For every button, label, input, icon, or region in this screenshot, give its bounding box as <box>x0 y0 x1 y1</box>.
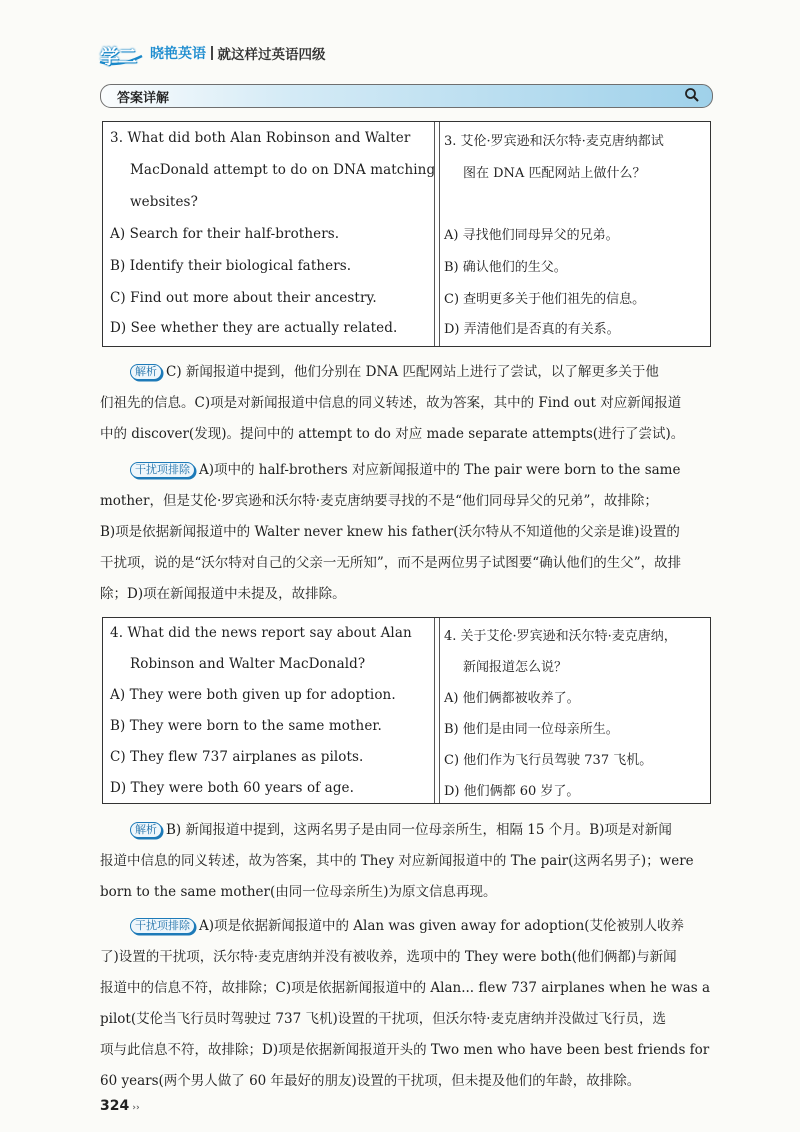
page-number <box>100 1098 140 1114</box>
q3-option-d: D) See whether they are actually related. <box>110 320 398 336</box>
distractor-line: A)项中的 half-brothers 对应新闻报道中的 The pair were born to the same <box>199 462 681 478</box>
q4-zh-option-a: A) 他们俩都被收养了。 <box>444 691 580 706</box>
page-number-value: 324 <box>100 1098 130 1114</box>
analysis-tag: 解析 <box>130 364 162 380</box>
q3-en-line: websites? <box>130 194 198 210</box>
q4-zh-line: 4. 关于艾伦·罗宾逊和沃尔特·麦克唐纳， <box>444 629 677 644</box>
q4-option-b: B) They were born to the same mother. <box>110 718 382 734</box>
book-title: 就这样过英语四级 <box>217 47 326 63</box>
logo <box>98 38 144 68</box>
book-header <box>98 36 326 70</box>
q4-option-c: C) They flew 737 airplanes as pilots. <box>110 749 364 765</box>
q4-en-line: Robinson and Walter MacDonald? <box>130 656 366 672</box>
distractor-line: 项与此信息不符，故排除；D)项是依据新闻报道开头的 Two men who have been best friends for <box>100 1042 710 1058</box>
q4-zh-option-b: B) 他们是由同一位母亲所生。 <box>444 722 619 737</box>
analysis-line: 中的 discover(发现)。提问中的 attempt to do 对应 made separate attempts(进行了尝试)。 <box>100 426 685 442</box>
question-3-chinese <box>438 122 710 346</box>
q3-zh-line: 图在 DNA 匹配网站上做什么？ <box>463 166 646 181</box>
question-4-table <box>102 617 711 804</box>
analysis-line: C) 新闻报道中提到，他们分别在 DNA 匹配网站上进行了尝试，以了解更多关于他 <box>166 364 659 380</box>
distractor-line: 除；D)项在新闻报道中未提及，故排除。 <box>100 586 346 602</box>
analysis-line: born to the same mother(由同一位母亲所生)为原文信息再现。 <box>100 884 497 900</box>
question-3-table <box>102 121 711 347</box>
q3-zh-option-d: D) 弄清他们是否真的有关系。 <box>444 322 620 337</box>
q4-zh-option-c: C) 他们作为飞行员驾驶 737 飞机。 <box>444 753 653 768</box>
q3-option-c: C) Find out more about their ancestry. <box>110 290 377 306</box>
q3-en-line: MacDonald attempt to do on DNA matching <box>130 162 436 178</box>
brand-name: 晓艳英语 <box>150 46 206 62</box>
distractor-line: 了)设置的干扰项，沃尔特·麦克唐纳并没有被收养，选项中的 They were both(他们俩都)与新闻 <box>100 949 677 965</box>
distractor-line: A)项是依据新闻报道中的 Alan was given away for adoption(艾伦被别人收养 <box>199 918 685 934</box>
distractor-tag: 干扰项排除 <box>130 462 195 478</box>
q3-option-b: B) Identify their biological fathers. <box>110 258 352 274</box>
q3-option-a: A) Search for their half-brothers. <box>110 226 340 242</box>
distractor-line: B)项是依据新闻报道中的 Walter never knew his father(沃尔特从不知道他的父亲是谁)设置的 <box>100 524 680 540</box>
answer-explanation-bar <box>100 84 713 108</box>
distractor-line: 60 years(两个男人做了 60 年最好的朋友)设置的干扰项，但未提及他们的年龄，故排除。 <box>100 1073 641 1089</box>
question-3-english <box>103 122 434 346</box>
header-separator <box>211 46 213 60</box>
page-arrow-icon: ›› <box>132 1103 140 1113</box>
q4-en-line: 4. What did the news report say about Alan <box>110 625 412 641</box>
distractor-tag: 干扰项排除 <box>130 918 195 934</box>
analysis-tag: 解析 <box>130 822 162 838</box>
question-4-english <box>103 618 434 803</box>
analysis-line: 报道中信息的同义转述，故为答案，其中的 They 对应新闻报道中的 The pair(这两名男子)；were <box>100 853 694 869</box>
q3-zh-option-c: C) 查明更多关于他们祖先的信息。 <box>444 292 646 307</box>
q3-zh-line: 3. 艾伦·罗宾逊和沃尔特·麦克唐纳都试 <box>444 134 664 149</box>
analysis-line: 们祖先的信息。C)项是对新闻报道中信息的同义转述，故为答案，其中的 Find out 对应新闻报道 <box>100 395 682 411</box>
q4-option-a: A) They were both given up for adoption. <box>110 687 396 703</box>
distractor-line: mother，但是艾伦·罗宾逊和沃尔特·麦克唐纳要寻找的不是“他们同母异父的兄弟”，故排除； <box>100 493 658 509</box>
q3-zh-option-a: A) 寻找他们同母异父的兄弟。 <box>444 228 619 243</box>
question-4-chinese <box>438 618 710 803</box>
q4-zh-line: 新闻报道怎么说？ <box>463 660 568 675</box>
q3-en-line: 3. What did both Alan Robinson and Walter <box>110 130 411 146</box>
analysis-line: B) 新闻报道中提到，这两名男子是由同一位母亲所生，相隔 15 个月。B)项是对新闻 <box>166 822 672 838</box>
logo-text: 学二 <box>100 46 137 68</box>
q4-option-d: D) They were both 60 years of age. <box>110 780 355 796</box>
distractor-line: pilot(艾伦当飞行员时驾驶过 737 飞机)设置的干扰项，但沃尔特·麦克唐纳并没做过飞行员，选 <box>100 1011 667 1027</box>
distractor-line: 报道中的信息不符，故排除；C)项是依据新闻报道中的 Alan... flew 737 airplanes when he was a <box>100 980 711 996</box>
answer-bar-label: 答案详解 <box>117 91 170 106</box>
search-icon <box>684 87 700 107</box>
distractor-line: 干扰项，说的是“沃尔特对自己的父亲一无所知”，而不是两位男子试图要“确认他们的生父”，故排 <box>100 555 682 571</box>
q3-zh-option-b: B) 确认他们的生父。 <box>444 260 567 275</box>
q4-zh-option-d: D) 他们俩都 60 岁了。 <box>444 784 580 799</box>
